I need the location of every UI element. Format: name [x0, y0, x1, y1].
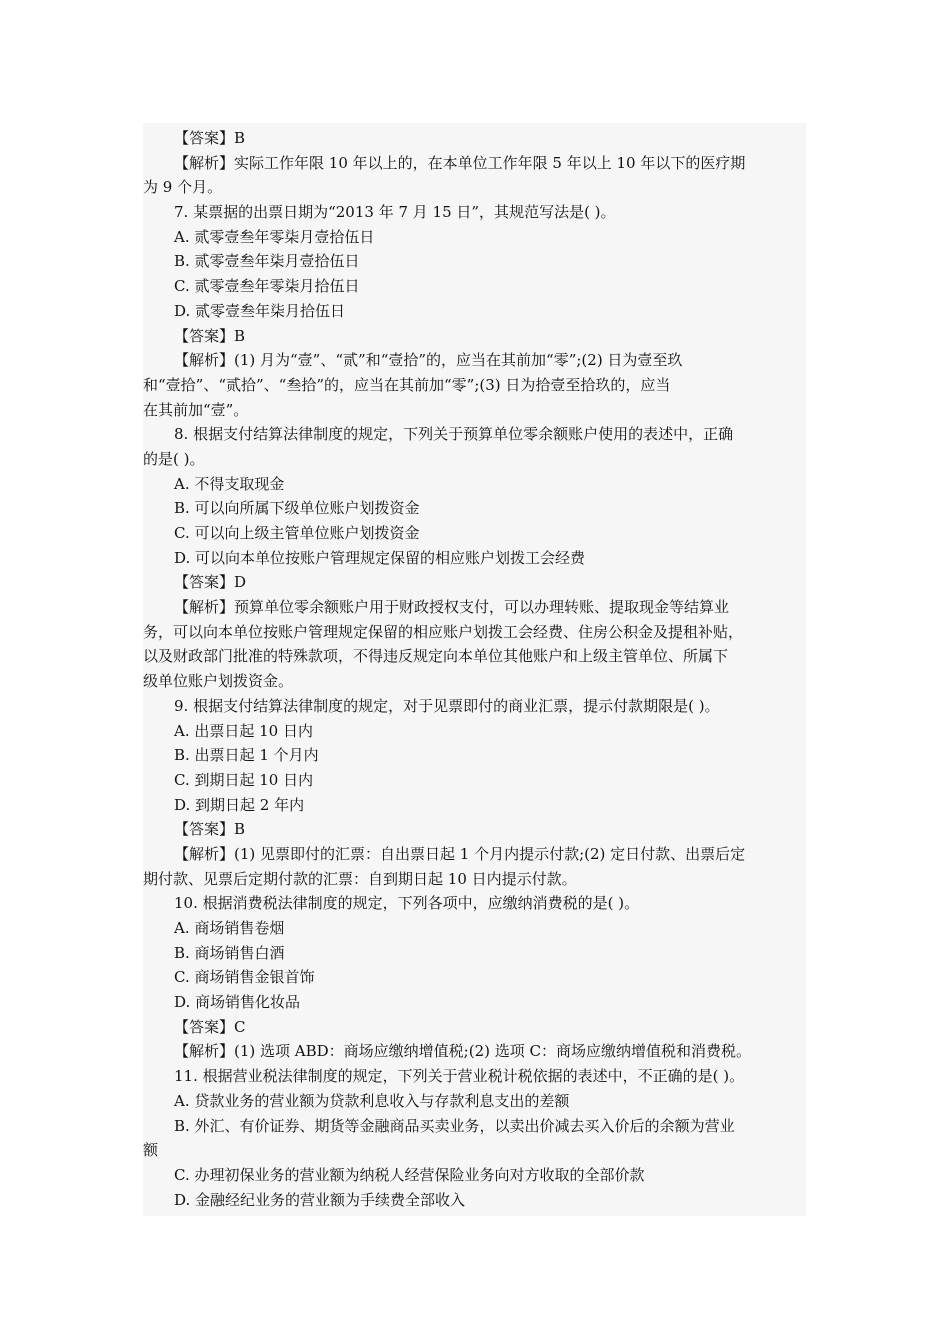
- text-line: 【答案】B: [174, 820, 246, 839]
- text-line: 在其前加“壹”。: [143, 400, 249, 419]
- text-line: B. 出票日起 1 个月内: [174, 746, 319, 765]
- text-line: 【答案】B: [174, 129, 246, 147]
- text-line: 为 9 个月。: [143, 178, 223, 197]
- text-line: 务，可以向本单位按账户管理规定保留的相应账户划拨工会经费、住房公积金及提租补贴，: [143, 622, 744, 641]
- text-line: 【解析】实际工作年限 10 年以上的，在本单位工作年限 5 年以上 10 年以下的医疗期: [174, 153, 746, 172]
- text-line: D. 贰零壹叁年柒月拾伍日: [174, 301, 346, 320]
- text-line: D. 可以向本单位按账户管理规定保留的相应账户划拨工会经费: [174, 548, 586, 567]
- text-line: 【解析】(1) 见票即付的汇票：自出票日起 1 个月内提示付款;(2) 定日付款、出票后定: [174, 844, 746, 863]
- text-line: 期付款、见票后定期付款的汇票：自到期日起 10 日内提示付款。: [143, 869, 577, 888]
- text-line: 以及财政部门批准的特殊款项，不得违反规定向本单位其他账户和上级主管单位、所属下: [143, 647, 729, 666]
- text-line: A. 出票日起 10 日内: [174, 721, 313, 740]
- text-line: 10. 根据消费税法律制度的规定，下列各项中，应缴纳消费税的是( )。: [174, 894, 640, 913]
- text-line: B. 贰零壹叁年柒月壹拾伍日: [174, 252, 360, 271]
- text-line: B. 商场销售白酒: [174, 943, 285, 962]
- text-line: D. 商场销售化妆品: [174, 993, 301, 1012]
- text-line: 和“壹拾”、“贰拾”、“叁拾”的，应当在其前加“零”;(3) 日为拾壹至拾玖的，应当: [143, 375, 671, 394]
- text-line: A. 贰零壹叁年零柒月壹拾伍日: [174, 227, 375, 246]
- text-line: 额: [143, 1141, 159, 1160]
- text-line: 11. 根据营业税法律制度的规定，下列关于营业税计税依据的表述中，不正确的是( )。: [174, 1067, 745, 1086]
- text-line: 【解析】(1) 选项 ABD：商场应缴纳增值税;(2) 选项 C：商场应缴纳增值税和消费税。: [174, 1042, 751, 1061]
- text-line: C. 商场销售金银首饰: [174, 968, 315, 987]
- text-line: 【解析】(1) 月为“壹”、“贰”和“壹拾”的，应当在其前加“零”;(2) 日为壹至玖: [174, 351, 683, 370]
- text-line: 的是( )。: [143, 449, 205, 468]
- text-line: 【答案】C: [174, 1017, 246, 1036]
- text-line: 7. 某票据的出票日期为“2013 年 7 月 15 日”，其规范写法是( )。: [174, 203, 616, 222]
- text-line: C. 可以向上级主管单位账户划拨资金: [174, 524, 420, 542]
- text-line: A. 商场销售卷烟: [174, 919, 285, 937]
- text-line: C. 办理初保业务的营业额为纳税人经营保险业务向对方收取的全部价款: [174, 1165, 645, 1184]
- text-line: 9. 根据支付结算法律制度的规定，对于见票即付的商业汇票，提示付款期限是( )。: [174, 696, 720, 715]
- text-line: B. 外汇、有价证券、期货等金融商品买卖业务，以卖出价减去买入价后的余额为营业: [174, 1116, 735, 1135]
- text-line: 级单位账户划拨资金。: [143, 672, 294, 691]
- text-line: D. 到期日起 2 年内: [174, 795, 305, 814]
- text-line: A. 不得支取现金: [174, 474, 285, 493]
- text-line: D. 金融经纪业务的营业额为手续费全部收入: [174, 1190, 466, 1209]
- text-line: 【答案】D: [174, 573, 247, 592]
- text-line: B. 可以向所属下级单位账户划拨资金: [174, 499, 420, 518]
- text-line: 【答案】B: [174, 326, 246, 345]
- text-line: C. 到期日起 10 日内: [174, 770, 314, 789]
- text-line: C. 贰零壹叁年零柒月拾伍日: [174, 277, 360, 296]
- document-body: [143, 123, 806, 1216]
- text-line: 【解析】预算单位零余额账户用于财政授权支付，可以办理转账、提取现金等结算业: [174, 598, 730, 617]
- text-line: 8. 根据支付结算法律制度的规定，下列关于预算单位零余额账户使用的表述中，正确: [174, 425, 734, 444]
- text-line: A. 贷款业务的营业额为贷款利息收入与存款利息支出的差额: [174, 1091, 570, 1110]
